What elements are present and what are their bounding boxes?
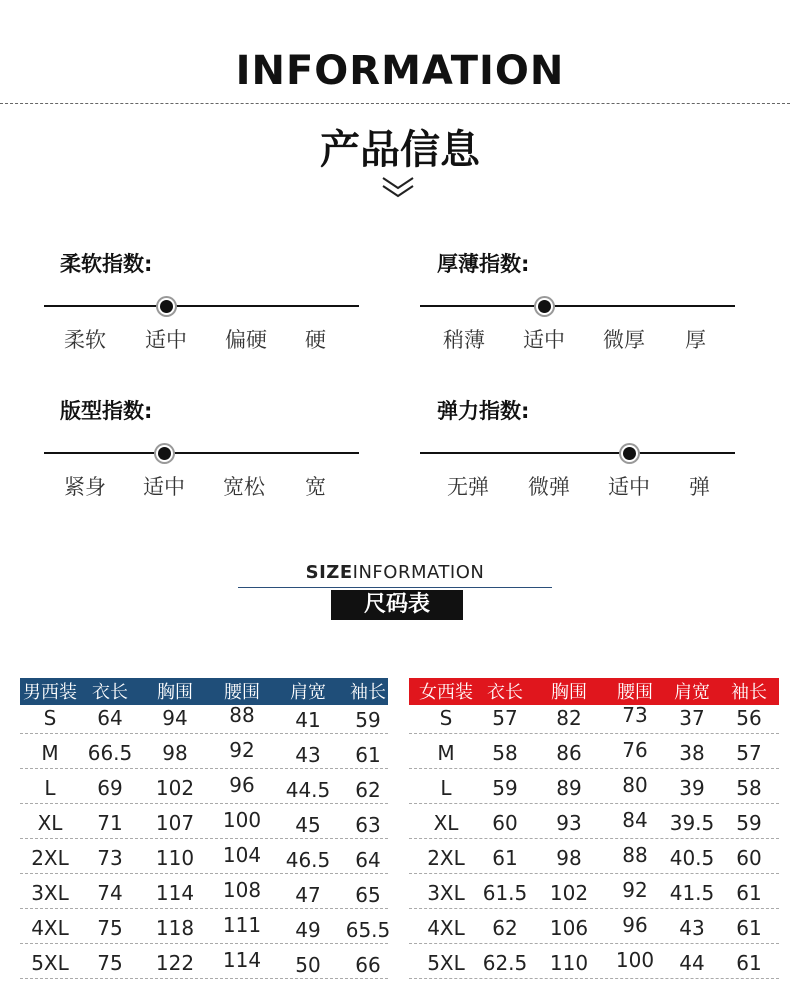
size-table-cell: 43	[295, 743, 321, 767]
size-table-cell: 110	[155, 846, 195, 870]
size-table-header-cell: 衣长	[487, 682, 523, 703]
size-table-cell: S	[43, 706, 57, 730]
size-table-row-divider	[409, 768, 779, 769]
size-table-cell: 38	[679, 741, 705, 765]
index-slider-knob	[623, 447, 636, 460]
size-table-row-divider	[409, 733, 779, 734]
size-table-cell: 74	[97, 881, 123, 905]
index-label: 厚薄指数:	[437, 252, 530, 276]
size-table-cell: 4XL	[31, 916, 69, 940]
size-table-cell: 114	[222, 948, 262, 972]
size-table-cell: 110	[549, 951, 589, 975]
size-table-header-cell: 胸围	[551, 682, 587, 703]
size-table-cell: 88	[622, 843, 648, 867]
size-table-cell: 41.5	[669, 881, 715, 905]
size-table-cell: 66.5	[87, 741, 133, 765]
size-table-cell: 57	[736, 741, 762, 765]
size-table-cell: 47	[295, 883, 321, 907]
size-table-cell: 98	[556, 846, 582, 870]
size-table-cell: 46.5	[285, 848, 331, 872]
size-table-header-cell: 腰围	[617, 682, 653, 703]
size-table-cell: 76	[622, 738, 648, 762]
size-table-row-divider	[409, 838, 779, 839]
size-table-cell: 84	[622, 808, 648, 832]
index-option: 柔软	[64, 328, 106, 352]
size-table-cell: 60	[736, 846, 762, 870]
size-table-cell: 65.5	[345, 918, 391, 942]
dashed-divider	[0, 103, 790, 104]
size-table-cell: 2XL	[31, 846, 69, 870]
index-slider-knob	[158, 447, 171, 460]
size-table-row-divider	[20, 803, 388, 804]
size-table-header-cell: 肩宽	[290, 682, 326, 703]
size-table-cell: 59	[492, 776, 518, 800]
size-title-underline	[238, 587, 552, 588]
size-table-cell: 114	[155, 881, 195, 905]
size-chart-label: 尺码表	[331, 590, 463, 620]
size-table-cell: 118	[155, 916, 195, 940]
size-table-cell: 61	[736, 881, 762, 905]
size-table-cell: M	[41, 741, 59, 765]
size-table-row-divider	[20, 943, 388, 944]
size-information-title	[0, 562, 790, 583]
title-information-en: INFORMATION	[235, 48, 565, 94]
size-table-cell: 44.5	[285, 778, 331, 802]
size-table-cell: 100	[615, 948, 655, 972]
size-table-cell: 73	[97, 846, 123, 870]
index-option: 适中	[523, 328, 565, 352]
size-table-cell: 82	[556, 706, 582, 730]
size-table-row-divider	[20, 873, 388, 874]
size-table-cell: 75	[97, 951, 123, 975]
size-table-cell: 45	[295, 813, 321, 837]
index-label: 柔软指数:	[60, 252, 153, 276]
size-table-row-divider	[20, 838, 388, 839]
size-table-cell: 71	[97, 811, 123, 835]
size-table-cell: 3XL	[427, 881, 465, 905]
size-title-rest: INFORMATION	[352, 562, 485, 583]
size-table-row-divider	[20, 978, 388, 979]
size-table-cell: 61.5	[482, 881, 528, 905]
size-table-cell: 39	[679, 776, 705, 800]
size-table-cell: 5XL	[427, 951, 465, 975]
size-table-header-cell: 肩宽	[674, 682, 710, 703]
size-table-cell: 64	[97, 706, 123, 730]
size-table-cell: 2XL	[427, 846, 465, 870]
double-chevron-down-icon	[381, 176, 415, 200]
size-table-cell: 60	[492, 811, 518, 835]
index-slider-track	[44, 305, 359, 307]
size-table-cell: 58	[492, 741, 518, 765]
index-option: 厚	[685, 328, 706, 352]
size-table-cell: 73	[622, 703, 648, 727]
index-option: 适中	[145, 328, 187, 352]
size-table-cell: 111	[222, 913, 262, 937]
size-table-cell: 94	[162, 706, 188, 730]
size-table-cell: 86	[556, 741, 582, 765]
men-size-table	[20, 678, 391, 990]
size-table-cell: 104	[222, 843, 262, 867]
size-table-cell: 64	[355, 848, 381, 872]
size-table-cell: 122	[155, 951, 195, 975]
size-table-cell: 62.5	[482, 951, 528, 975]
size-table-cell: 63	[355, 813, 381, 837]
size-table-cell: L	[440, 776, 452, 800]
size-table-header-cell: 男西装	[23, 682, 77, 703]
size-table-cell: 57	[492, 706, 518, 730]
index-option: 微厚	[603, 328, 645, 352]
size-table-row-divider	[409, 978, 779, 979]
index-option: 适中	[608, 475, 650, 499]
index-slider-track	[420, 305, 735, 307]
size-table-cell: 62	[492, 916, 518, 940]
size-table-cell: 61	[736, 916, 762, 940]
size-table-cell: 102	[155, 776, 195, 800]
size-table-cell: XL	[37, 811, 63, 835]
size-table-cell: 108	[222, 878, 262, 902]
index-option: 宽	[305, 475, 326, 499]
size-table-cell: 106	[549, 916, 589, 940]
size-table-cell: 61	[355, 743, 381, 767]
size-table-cell: 40.5	[669, 846, 715, 870]
size-table-cell: S	[439, 706, 453, 730]
size-table-cell: 44	[679, 951, 705, 975]
size-table-cell: 66	[355, 953, 381, 977]
size-table-cell: 49	[295, 918, 321, 942]
size-table-cell: 37	[679, 706, 705, 730]
index-option: 偏硬	[225, 328, 267, 352]
index-option: 弹	[689, 475, 710, 499]
index-option: 适中	[143, 475, 185, 499]
index-label: 弹力指数:	[437, 399, 530, 423]
size-table-cell: 80	[622, 773, 648, 797]
size-table-cell: 59	[355, 708, 381, 732]
size-table-cell: 62	[355, 778, 381, 802]
title-product-info-cn: 产品信息	[320, 127, 480, 173]
size-table-cell: 50	[295, 953, 321, 977]
size-table-cell: 5XL	[31, 951, 69, 975]
size-table-header-cell: 衣长	[92, 682, 128, 703]
size-table-cell: 4XL	[427, 916, 465, 940]
index-option: 无弹	[447, 475, 489, 499]
size-table-cell: 59	[736, 811, 762, 835]
size-table-cell: 41	[295, 708, 321, 732]
size-table-cell: 92	[622, 878, 648, 902]
size-table-cell: 3XL	[31, 881, 69, 905]
index-option: 宽松	[223, 475, 265, 499]
size-table-cell: 96	[622, 913, 648, 937]
size-table-row-divider	[20, 768, 388, 769]
index-slider-track	[44, 452, 359, 454]
size-table-cell: 92	[229, 738, 255, 762]
size-table-cell: 102	[549, 881, 589, 905]
size-table-cell: 98	[162, 741, 188, 765]
index-option: 硬	[305, 328, 326, 352]
size-table-cell: 93	[556, 811, 582, 835]
size-table-cell: 96	[229, 773, 255, 797]
size-table-cell: L	[44, 776, 56, 800]
size-table-row-divider	[409, 873, 779, 874]
size-table-row-divider	[409, 943, 779, 944]
index-option: 微弹	[528, 475, 570, 499]
size-table-cell: 69	[97, 776, 123, 800]
size-table-cell: 100	[222, 808, 262, 832]
size-table-cell: 75	[97, 916, 123, 940]
index-label: 版型指数:	[60, 399, 153, 423]
size-table-row-divider	[409, 803, 779, 804]
size-table-row-divider	[409, 908, 779, 909]
women-size-table	[409, 678, 779, 990]
size-table-cell: XL	[433, 811, 459, 835]
index-option: 稍薄	[443, 328, 485, 352]
size-table-cell: 88	[229, 703, 255, 727]
size-table-cell: 89	[556, 776, 582, 800]
size-table-cell: 39.5	[669, 811, 715, 835]
index-slider-track	[420, 452, 735, 454]
size-table-row-divider	[20, 733, 388, 734]
index-option: 紧身	[64, 475, 106, 499]
size-table-header-cell: 袖长	[731, 682, 767, 703]
size-table-header-cell: 腰围	[224, 682, 260, 703]
size-table-cell: 58	[736, 776, 762, 800]
size-table-header-cell: 女西装	[419, 682, 473, 703]
size-table-header-cell: 胸围	[157, 682, 193, 703]
size-table-cell: 107	[155, 811, 195, 835]
size-table-cell: 61	[492, 846, 518, 870]
index-slider-knob	[160, 300, 173, 313]
size-table-cell: 43	[679, 916, 705, 940]
size-table-row-divider	[20, 908, 388, 909]
size-table-cell: 56	[736, 706, 762, 730]
size-title-bold: SIZE	[305, 562, 353, 583]
size-table-cell: 65	[355, 883, 381, 907]
size-table-cell: 61	[736, 951, 762, 975]
index-slider-knob	[538, 300, 551, 313]
size-table-header-cell: 袖长	[350, 682, 386, 703]
size-table-cell: M	[437, 741, 455, 765]
